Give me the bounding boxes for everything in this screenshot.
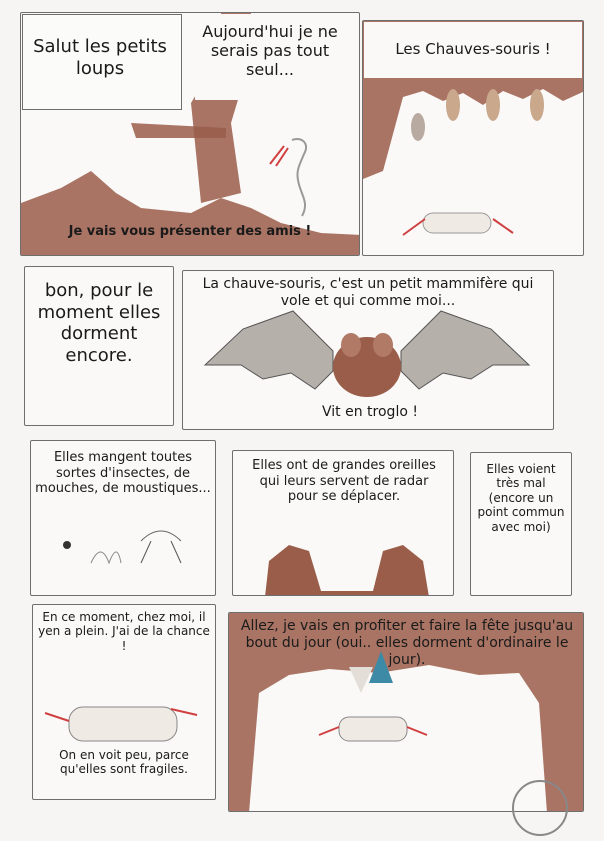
p5-bottom-text: Vit en troglo ! bbox=[322, 404, 418, 420]
hanging-bat bbox=[411, 113, 425, 141]
p5-top-text: La chauve-souris, c'est un petit mammifère qui vole et qui comme moi... bbox=[202, 276, 534, 309]
p9-top-text: En ce moment, chez moi, il yen a plein. J'ai de la chance ! bbox=[38, 610, 210, 653]
p9-bottom-text: On en voit peu, parce qu'elles sont fragiles. bbox=[59, 748, 189, 777]
caption-salut-text: Salut les petits loups bbox=[33, 36, 167, 79]
caption-chauves-souris-text: Les Chauves-souris ! bbox=[395, 40, 551, 58]
signature bbox=[512, 780, 568, 836]
speech-aujourdhui-text: Aujourd'hui je ne serais pas tout seul... bbox=[202, 22, 338, 80]
p10-text: Allez, je vais en profiter et faire la fête jusqu'au bout du jour (oui.. elles dorment d'ordinaire le jour). bbox=[240, 618, 574, 668]
p7-text: Elles ont de grandes oreilles qui leurs servent de radar pour se déplacer. bbox=[252, 458, 436, 505]
p1-bottom-text: Je vais vous présenter des amis ! bbox=[68, 224, 312, 239]
p8-text: Elles voient très mal (encore un point commun avec moi) bbox=[477, 462, 565, 534]
worm-character bbox=[266, 136, 346, 226]
p4-text: bon, pour le moment elles dorment encore. bbox=[37, 280, 161, 366]
p6-text: Elles mangent toutes sortes d'insectes, de mouches, de moustiques... bbox=[35, 450, 211, 497]
